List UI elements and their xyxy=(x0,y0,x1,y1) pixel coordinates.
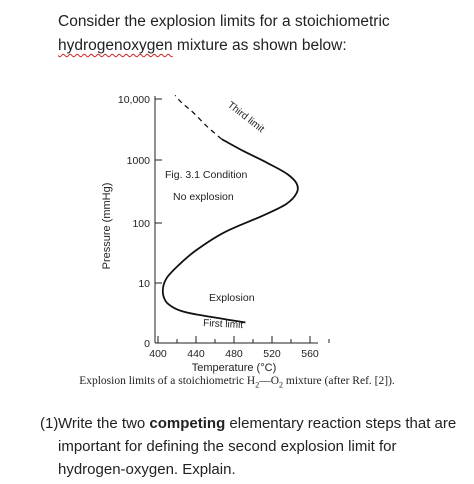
spellcheck-word[interactable]: hydrogenoxygen xyxy=(58,37,173,54)
x-tick-label: 520 xyxy=(263,348,281,360)
y-tick-label: 0 xyxy=(144,338,150,350)
x-tick-label: 480 xyxy=(225,348,243,360)
intro-paragraph xyxy=(58,10,463,58)
x-tick-label: 440 xyxy=(187,348,205,360)
chart-axes xyxy=(155,96,318,343)
caption-h-subscript: 2 xyxy=(255,380,260,390)
y-tick-label: 1000 xyxy=(126,155,150,167)
question-number: (1) xyxy=(40,415,59,432)
caption-text-middle: —O xyxy=(259,375,280,387)
first-limit-label: First limit xyxy=(202,318,244,332)
y-axis-label: Pressure (mmHg) xyxy=(101,182,113,270)
question-text-end: elementary reaction steps that are important for defining the second explosion limit for hydrogen-oxygen. Explain. xyxy=(58,415,457,478)
x-tick-label: 560 xyxy=(301,348,319,360)
explosion-label: Explosion xyxy=(209,292,255,304)
third-limit-curve xyxy=(175,95,222,139)
third-limit-label: Third limit xyxy=(225,99,267,136)
question-text xyxy=(40,412,460,481)
explosion-limits-chart xyxy=(0,85,474,375)
caption-text-start: Explosion limits of a stoichiometric H xyxy=(79,375,256,387)
caption-text-end: mixture (after Ref. [2]). xyxy=(283,375,395,387)
intro-text-start: Consider the explosion limits for a stoichiometric xyxy=(58,13,390,30)
question-text-start: Write the two xyxy=(58,415,150,432)
chart-curves xyxy=(163,95,298,322)
intro-text-end: mixture as shown below: xyxy=(172,37,347,54)
y-tick-label: 10,000 xyxy=(117,94,150,106)
x-tick-label: 400 xyxy=(149,348,167,360)
x-axis-label: Temperature (°C) xyxy=(191,362,277,374)
question-bold-word: competing xyxy=(149,415,226,432)
no-explosion-label: No explosion xyxy=(173,191,234,203)
y-tick-label: 100 xyxy=(132,218,150,230)
y-tick-label: 10 xyxy=(138,278,150,290)
question-paragraph xyxy=(40,412,460,481)
condition-label: Fig. 3.1 Condition xyxy=(165,169,248,181)
caption-o-subscript: 2 xyxy=(279,380,284,390)
figure-caption xyxy=(0,375,474,389)
